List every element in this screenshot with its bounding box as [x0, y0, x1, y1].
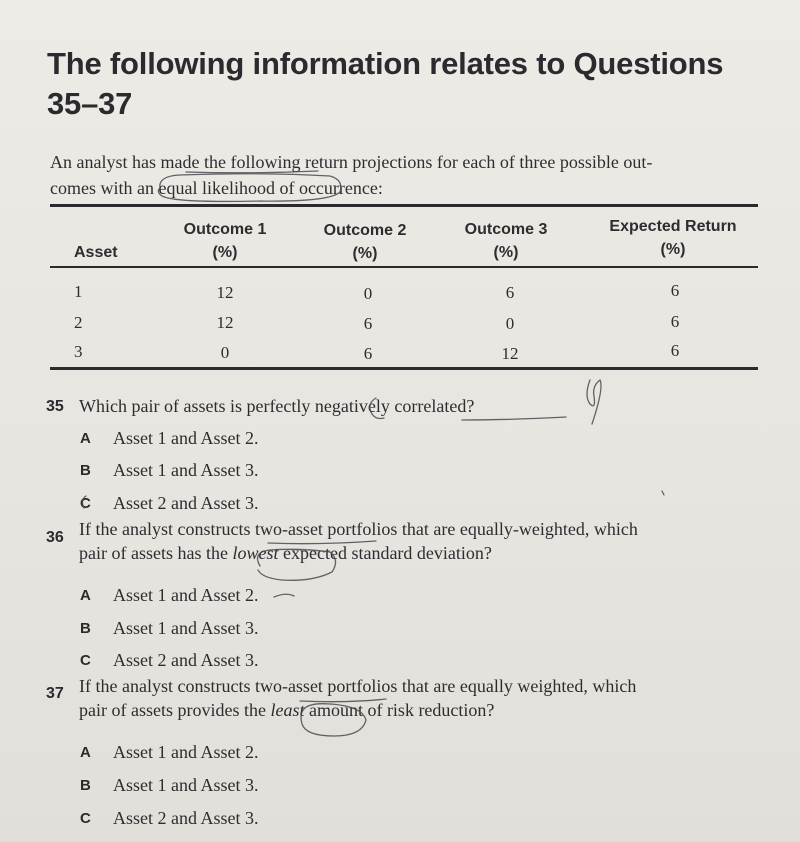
- cell-outcome-3: 0: [505, 314, 515, 333]
- option-text[interactable]: Asset 1 and Asset 3.: [113, 460, 259, 480]
- header-outcome-3: Outcome 3 (%): [464, 221, 548, 261]
- question-line-1: If the analyst constructs two-asset portfolios that are equally weighted, which: [79, 676, 637, 696]
- table-header-rule: [50, 266, 758, 268]
- cell-outcome-1: 12: [216, 313, 234, 332]
- cell-outcome-1: 12: [216, 283, 234, 302]
- question-text: [79, 517, 769, 565]
- question-line-1: If the analyst constructs two-asset portfolios that are equally-weighted, which: [79, 519, 638, 539]
- cell-outcome-3: 12: [501, 344, 519, 363]
- option-text[interactable]: Asset 1 and Asset 3.: [113, 618, 259, 638]
- option-text[interactable]: Asset 1 and Asset 2.: [113, 742, 259, 762]
- question-number: 37: [46, 685, 64, 702]
- question-line-2: pair of assets has the lowest expected standard deviation?: [79, 543, 492, 563]
- option-text[interactable]: Asset 1 and Asset 3.: [113, 775, 259, 795]
- cell-outcome-3: 6: [505, 283, 515, 302]
- check-mark: [662, 491, 664, 495]
- intro-paragraph: [50, 149, 758, 201]
- option-text[interactable]: Asset 1 and Asset 2.: [113, 585, 259, 605]
- header-outcome-1: Outcome 1 (%): [183, 221, 267, 261]
- table-top-rule: [50, 204, 758, 207]
- cell-asset: 1: [74, 282, 83, 301]
- intro-line-1: An analyst has made the following return projections for each of three possible out-: [50, 152, 653, 172]
- option-text[interactable]: Asset 2 and Asset 3.: [113, 808, 259, 828]
- section-heading: [47, 44, 767, 124]
- cell-expected-return: 6: [670, 341, 680, 360]
- cell-outcome-2: 6: [363, 344, 373, 363]
- header-asset: Asset: [74, 244, 118, 261]
- question-number: 35: [46, 398, 64, 415]
- header-outcome-2: Outcome 2 (%): [323, 222, 407, 262]
- cell-outcome-2: 6: [363, 314, 373, 333]
- cell-asset: 3: [74, 342, 83, 361]
- option-letter: A: [80, 744, 91, 761]
- check-mark: [274, 594, 294, 597]
- question-number: 36: [46, 529, 64, 546]
- option-letter: A: [80, 587, 91, 604]
- cell-outcome-1: 0: [220, 343, 230, 362]
- question-text: [79, 674, 769, 722]
- option-text[interactable]: Asset 1 and Asset 2.: [113, 428, 259, 448]
- table-bottom-rule: [50, 367, 758, 370]
- option-text[interactable]: Asset 2 and Asset 3.: [113, 650, 259, 670]
- option-letter: C: [80, 810, 91, 827]
- option-letter: A: [80, 430, 91, 447]
- cell-expected-return: 6: [670, 281, 680, 300]
- cell-outcome-2: 0: [363, 284, 373, 303]
- option-text[interactable]: Asset 2 and Asset 3.: [113, 493, 259, 513]
- question-line-2: pair of assets provides the least amount of risk reduction?: [79, 700, 495, 720]
- cell-expected-return: 6: [670, 312, 680, 331]
- option-letter: C: [80, 652, 91, 669]
- header-expected-return: Expected Return (%): [609, 218, 737, 258]
- option-letter: B: [80, 462, 91, 479]
- heading-line-2: 35–37: [47, 86, 133, 121]
- option-letter: B: [80, 620, 91, 637]
- heading-line-1: The following information relates to Questions: [47, 46, 724, 81]
- cell-asset: 2: [74, 313, 83, 332]
- option-letter: C: [80, 495, 91, 512]
- intro-line-2: comes with an equal likelihood of occurrence:: [50, 178, 383, 198]
- option-letter: B: [80, 777, 91, 794]
- question-text: Which pair of assets is perfectly negatively correlated?: [79, 396, 475, 416]
